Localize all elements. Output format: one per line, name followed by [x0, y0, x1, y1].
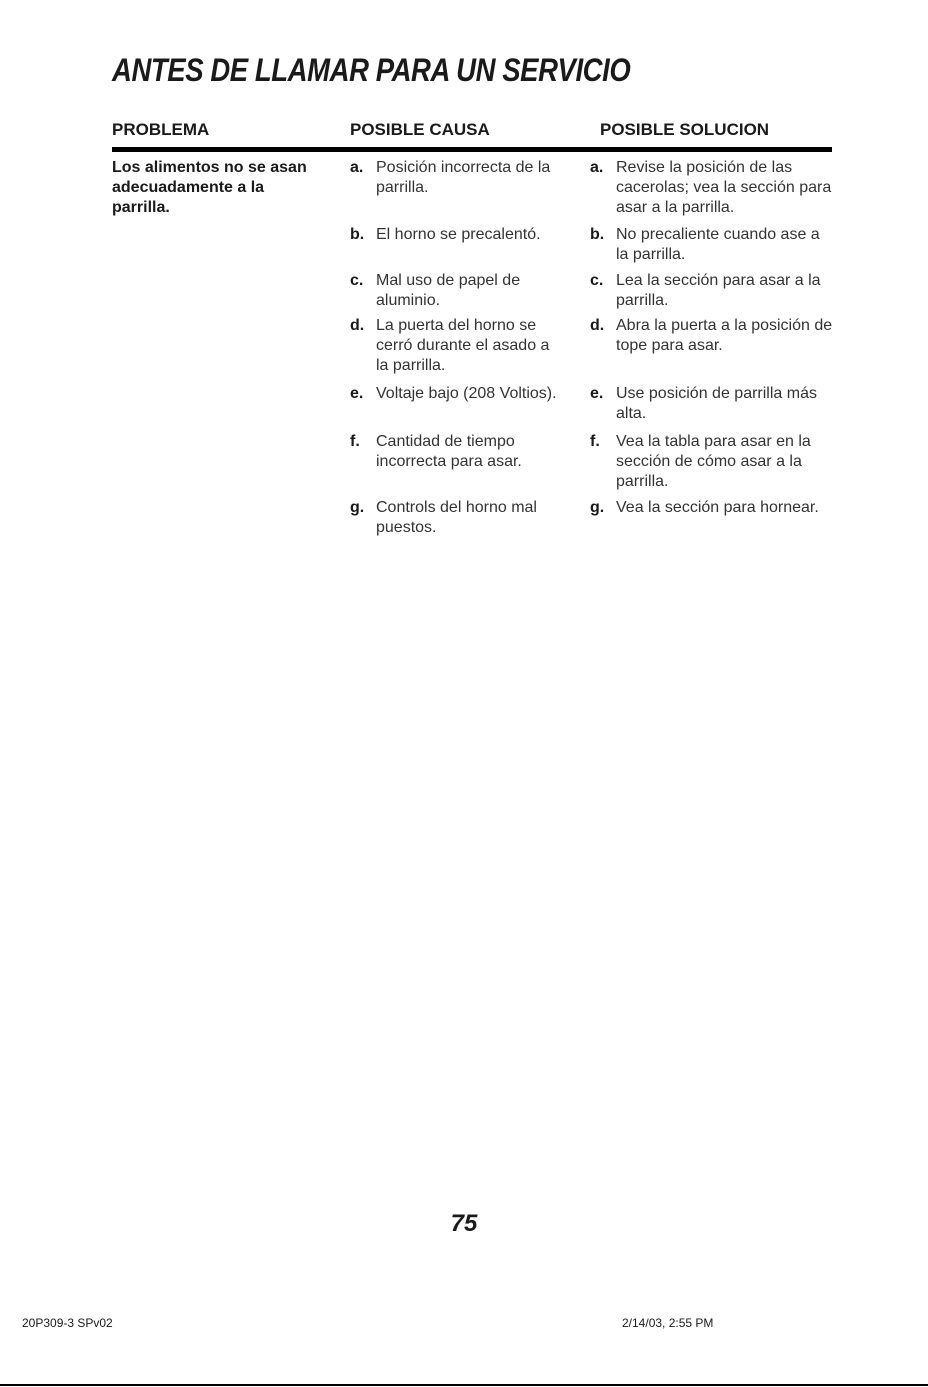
column-header-problem: PROBLEMA [112, 120, 210, 139]
solution-text: Lea la sección para asar a la parrilla. [616, 272, 821, 309]
cause-text: Cantidad de tiempo incorrecta para asar. [376, 433, 522, 470]
solution-text: Vea la tabla para asar en la sección de cómo asar a la parrilla. [616, 433, 811, 490]
solution-item [590, 158, 835, 218]
page-title: ANTES DE LLAMAR PARA UN SERVICIO [112, 52, 631, 88]
cause-letter: d. [350, 317, 365, 334]
cause-item [350, 498, 565, 538]
cause-text: Voltaje bajo (208 Voltios). [376, 385, 557, 402]
solution-text: Revise la posición de las cacerolas; vea la sección para asar a la parrilla. [616, 159, 832, 216]
solution-item [590, 432, 835, 492]
cause-text: Controls del horno mal puestos. [376, 499, 537, 536]
cause-letter: a. [350, 159, 364, 176]
solution-letter: e. [590, 385, 604, 402]
cause-text: Posición incorrecta de la parrilla. [376, 159, 551, 196]
column-header-cause: POSIBLE CAUSA [350, 120, 490, 139]
cause-item [350, 384, 565, 404]
solution-text: Abra la puerta a la posición de tope para asar. [616, 317, 833, 354]
cause-letter: g. [350, 499, 365, 516]
solution-letter: d. [590, 317, 605, 334]
cause-text: La puerta del horno se cerró durante el asado a la parrilla. [376, 317, 550, 374]
solution-item [590, 316, 835, 356]
solution-item [590, 225, 835, 265]
solution-text: Use posición de parrilla más alta. [616, 385, 817, 422]
header-divider [112, 147, 832, 152]
cause-text: Mal uso de papel de aluminio. [376, 272, 521, 309]
solution-item [590, 271, 835, 311]
solution-letter: b. [590, 226, 605, 243]
page-number: 75 [450, 1210, 478, 1237]
footer-timestamp: 2/14/03, 2:55 PM [622, 1316, 714, 1330]
cause-item [350, 158, 565, 198]
solution-letter: f. [590, 433, 600, 450]
cause-letter: c. [350, 272, 364, 289]
cause-letter: b. [350, 226, 365, 243]
solution-letter: g. [590, 499, 605, 516]
solution-item [590, 384, 835, 424]
solution-text: No precaliente cuando ase a la parrilla. [616, 226, 820, 263]
cause-item [350, 432, 565, 472]
bottom-divider [0, 1384, 928, 1386]
footer-doc-id: 20P309-3 SPv02 [22, 1316, 113, 1330]
solution-item [590, 498, 835, 518]
cause-item [350, 271, 565, 311]
problem-text: Los alimentos no se asan adecuadamente a la parrilla. [112, 159, 307, 216]
cause-letter: e. [350, 385, 364, 402]
solution-letter: a. [590, 159, 604, 176]
solution-letter: c. [590, 272, 604, 289]
solution-text: Vea la sección para hornear. [616, 499, 819, 516]
column-header-solution: POSIBLE SOLUCION [600, 120, 770, 139]
cause-item [350, 316, 565, 376]
cause-letter: f. [350, 433, 360, 450]
cause-item [350, 225, 565, 245]
cause-text: El horno se precalentó. [376, 226, 541, 243]
